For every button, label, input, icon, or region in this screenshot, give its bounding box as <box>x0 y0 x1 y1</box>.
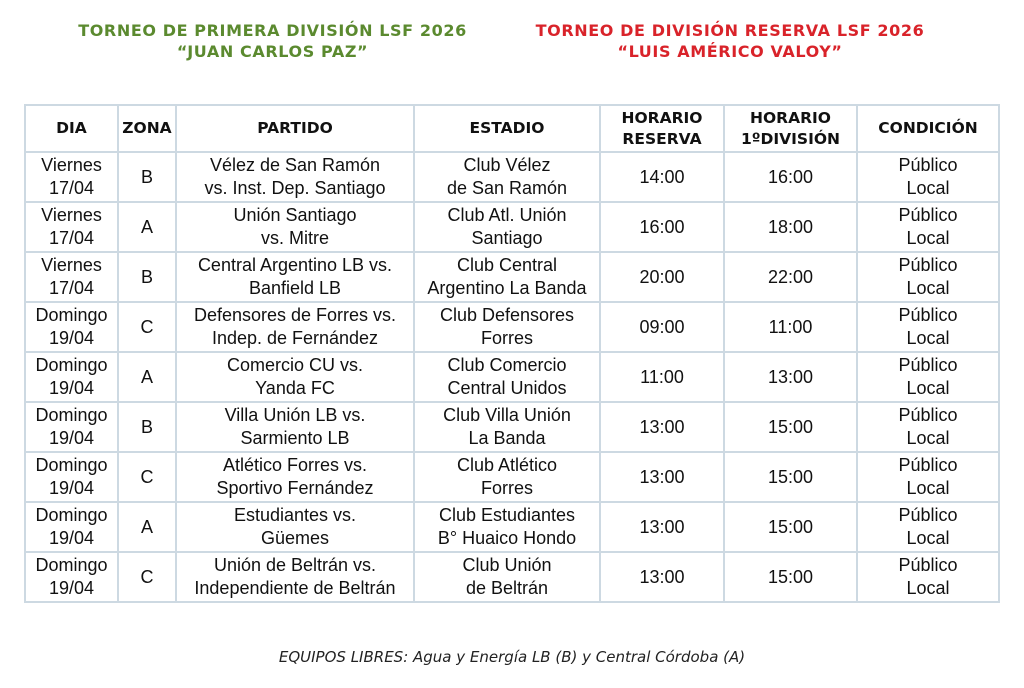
cell-text: Público <box>898 405 958 425</box>
cell-text: Forres <box>480 328 533 348</box>
cell-text: Indep. de Fernández <box>211 328 379 348</box>
column-header-horario-primera <box>724 105 857 152</box>
cell-horario-primera <box>724 452 857 502</box>
cell-text: Unión de Beltrán vs. <box>213 555 377 575</box>
cell-text: Domingo <box>35 355 108 375</box>
cell-horario-primera <box>724 502 857 552</box>
cell-condicion <box>857 202 999 252</box>
table-header-row <box>25 105 999 152</box>
cell-text: Club Central <box>456 255 558 275</box>
cell-horario-primera <box>724 552 857 602</box>
cell-text: Local <box>906 378 950 398</box>
cell-text: Local <box>906 228 950 248</box>
cell-text: Villa Unión LB vs. <box>224 405 366 425</box>
cell-text: 17/04 <box>48 228 95 248</box>
cell-estadio <box>414 202 600 252</box>
cell-text: B <box>140 266 153 287</box>
cell-text: Vélez de San Ramón <box>209 155 381 175</box>
column-header-text: ESTADIO <box>469 119 545 137</box>
cell-dia <box>25 202 118 252</box>
cell-text: Viernes <box>41 205 102 225</box>
table-row <box>25 352 999 402</box>
reserva-header <box>530 20 930 62</box>
cell-text: Sportivo Fernández <box>216 478 374 498</box>
cell-dia <box>25 352 118 402</box>
cell-dia <box>25 502 118 552</box>
cell-partido <box>176 552 414 602</box>
cell-text: Público <box>898 205 958 225</box>
cell-text: Club Atlético <box>456 455 558 475</box>
cell-text: 11:00 <box>768 316 813 337</box>
column-header-text: RESERVA <box>622 129 702 148</box>
column-header-horario-reserva <box>600 105 724 152</box>
cell-text: Público <box>898 355 958 375</box>
cell-text: Local <box>906 428 950 448</box>
table-row <box>25 202 999 252</box>
table-row <box>25 302 999 352</box>
cell-text: Domingo <box>35 555 108 575</box>
cell-condicion <box>857 402 999 452</box>
cell-text: 09:00 <box>639 316 685 337</box>
cell-text: Atlético Forres vs. <box>222 455 368 475</box>
cell-text: Argentino La Banda <box>427 278 587 298</box>
cell-text: 18:00 <box>767 216 814 237</box>
cell-text: 20:00 <box>639 266 685 287</box>
cell-text: 19/04 <box>48 428 95 448</box>
cell-horario-primera <box>724 202 857 252</box>
cell-estadio <box>414 152 600 202</box>
column-header-text: 1ºDIVISIÓN <box>740 129 840 148</box>
cell-estadio <box>414 502 600 552</box>
cell-text: Local <box>906 578 950 598</box>
cell-text: Güemes <box>260 528 330 548</box>
cell-text: 19/04 <box>48 328 95 348</box>
cell-condicion <box>857 502 999 552</box>
cell-text: vs. Inst. Dep. Santiago <box>204 178 386 198</box>
reserva-subtitle: “LUIS AMÉRICO VALOY” <box>617 42 843 61</box>
reserva-title: TORNEO DE DIVISIÓN RESERVA LSF 2026 <box>535 21 925 40</box>
cell-text: 16:00 <box>767 166 814 187</box>
cell-horario-reserva <box>600 452 724 502</box>
table-body <box>25 152 999 602</box>
cell-zona <box>118 552 176 602</box>
cell-text: Banfield LB <box>248 278 342 298</box>
cell-condicion <box>857 352 999 402</box>
cell-text: A <box>140 516 153 537</box>
cell-text: Club Vélez <box>463 155 551 175</box>
cell-dia <box>25 552 118 602</box>
cell-text: 13:00 <box>639 466 685 487</box>
cell-text: A <box>140 366 153 387</box>
cell-text: C <box>140 566 154 587</box>
cell-horario-reserva <box>600 502 724 552</box>
cell-text: Independiente de Beltrán <box>194 578 396 598</box>
column-header-text: CONDICIÓN <box>878 119 978 137</box>
cell-text: 13:00 <box>767 366 814 387</box>
cell-text: de Beltrán <box>465 578 549 598</box>
cell-text: Local <box>906 528 950 548</box>
cell-text: Club Estudiantes <box>438 505 576 525</box>
cell-estadio <box>414 552 600 602</box>
column-header-partido <box>176 105 414 152</box>
cell-text: B <box>140 166 153 187</box>
cell-text: Defensores de Forres vs. <box>193 305 397 325</box>
cell-zona <box>118 452 176 502</box>
cell-text: Domingo <box>35 405 108 425</box>
table-row <box>25 452 999 502</box>
cell-text: Público <box>898 305 958 325</box>
cell-horario-reserva <box>600 152 724 202</box>
cell-text: 17/04 <box>48 178 95 198</box>
cell-text: 19/04 <box>48 478 95 498</box>
cell-text: Público <box>898 255 958 275</box>
cell-text: Forres <box>480 478 533 498</box>
cell-horario-primera <box>724 352 857 402</box>
cell-text: B° Huaico Hondo <box>437 528 577 548</box>
cell-horario-primera <box>724 152 857 202</box>
cell-zona <box>118 252 176 302</box>
cell-text: Comercio CU vs. <box>226 355 364 375</box>
cell-estadio <box>414 452 600 502</box>
column-header-text: PARTIDO <box>257 119 333 137</box>
cell-estadio <box>414 352 600 402</box>
column-header-text: ZONA <box>122 119 172 137</box>
cell-horario-reserva <box>600 302 724 352</box>
cell-dia <box>25 452 118 502</box>
cell-text: 15:00 <box>767 516 814 537</box>
cell-condicion <box>857 302 999 352</box>
cell-zona <box>118 302 176 352</box>
cell-text: Club Comercio <box>447 355 567 375</box>
cell-partido <box>176 202 414 252</box>
cell-estadio <box>414 302 600 352</box>
cell-text: Público <box>898 505 958 525</box>
column-header-zona <box>118 105 176 152</box>
cell-text: 17/04 <box>48 278 95 298</box>
cell-horario-primera <box>724 252 857 302</box>
cell-text: Sarmiento LB <box>240 428 350 448</box>
cell-text: Santiago <box>471 228 543 248</box>
cell-horario-reserva <box>600 552 724 602</box>
table-row <box>25 552 999 602</box>
cell-text: Club Unión <box>462 555 552 575</box>
cell-text: 16:00 <box>639 216 685 237</box>
column-header-condicion <box>857 105 999 152</box>
cell-dia <box>25 302 118 352</box>
cell-text: 13:00 <box>639 516 685 537</box>
cell-horario-reserva <box>600 252 724 302</box>
cell-text: 19/04 <box>48 528 95 548</box>
cell-text: 11:00 <box>640 366 684 387</box>
cell-text: Unión Santiago <box>233 205 357 225</box>
cell-text: Público <box>898 555 958 575</box>
cell-text: Yanda FC <box>255 378 335 398</box>
cell-text: Local <box>906 278 950 298</box>
cell-text: Local <box>906 328 950 348</box>
cell-zona <box>118 152 176 202</box>
cell-horario-reserva <box>600 402 724 452</box>
column-header-text: HORARIO <box>621 108 703 127</box>
cell-horario-reserva <box>600 202 724 252</box>
cell-text: 15:00 <box>767 566 814 587</box>
primera-division-title: TORNEO DE PRIMERA DIVISIÓN LSF 2026 <box>78 21 467 40</box>
cell-text: 15:00 <box>767 416 814 437</box>
cell-partido <box>176 502 414 552</box>
cell-horario-reserva <box>600 352 724 402</box>
cell-dia <box>25 152 118 202</box>
cell-partido <box>176 402 414 452</box>
cell-text: Local <box>906 478 950 498</box>
cell-text: La Banda <box>468 428 546 448</box>
cell-text: 19/04 <box>48 378 95 398</box>
cell-partido <box>176 252 414 302</box>
cell-text: 14:00 <box>639 166 685 187</box>
cell-estadio <box>414 402 600 452</box>
cell-zona <box>118 502 176 552</box>
cell-text: Domingo <box>35 305 108 325</box>
free-teams-note: EQUIPOS LIBRES: Agua y Energía LB (B) y Central Córdoba (A) <box>278 648 746 666</box>
cell-horario-primera <box>724 302 857 352</box>
cell-text: 19/04 <box>48 578 95 598</box>
table-row <box>25 152 999 202</box>
cell-zona <box>118 402 176 452</box>
cell-partido <box>176 302 414 352</box>
fixture-table <box>24 104 1000 603</box>
cell-text: 13:00 <box>639 566 685 587</box>
column-header-dia <box>25 105 118 152</box>
table-row <box>25 252 999 302</box>
cell-text: 13:00 <box>639 416 685 437</box>
column-header-text: HORARIO <box>750 108 831 127</box>
cell-text: Club Atl. Unión <box>447 205 567 225</box>
column-header-estadio <box>414 105 600 152</box>
cell-dia <box>25 252 118 302</box>
cell-estadio <box>414 252 600 302</box>
cell-text: Público <box>898 155 958 175</box>
cell-partido <box>176 152 414 202</box>
cell-text: Central Unidos <box>447 378 567 398</box>
cell-horario-primera <box>724 402 857 452</box>
cell-partido <box>176 452 414 502</box>
primera-division-subtitle: “JUAN CARLOS PAZ” <box>176 42 369 61</box>
cell-text: vs. Mitre <box>260 228 329 248</box>
cell-condicion <box>857 552 999 602</box>
cell-text: Central Argentino LB vs. <box>197 255 393 275</box>
cell-condicion <box>857 252 999 302</box>
cell-text: 22:00 <box>767 266 814 287</box>
cell-text: 15:00 <box>767 466 814 487</box>
cell-zona <box>118 352 176 402</box>
cell-text: Viernes <box>41 155 102 175</box>
column-header-text: DIA <box>56 119 87 137</box>
cell-condicion <box>857 152 999 202</box>
table-row <box>25 502 999 552</box>
cell-text: de San Ramón <box>446 178 568 198</box>
cell-dia <box>25 402 118 452</box>
cell-text: Club Defensores <box>439 305 575 325</box>
cell-zona <box>118 202 176 252</box>
cell-text: Estudiantes vs. <box>233 505 357 525</box>
cell-text: Público <box>898 455 958 475</box>
primera-division-header <box>75 20 470 62</box>
cell-text: Viernes <box>41 255 102 275</box>
cell-condicion <box>857 452 999 502</box>
cell-text: Domingo <box>35 455 108 475</box>
table-row <box>25 402 999 452</box>
cell-text: Local <box>906 178 950 198</box>
cell-text: Domingo <box>35 505 108 525</box>
cell-text: C <box>140 316 154 337</box>
cell-text: A <box>140 216 153 237</box>
cell-text: B <box>140 416 153 437</box>
cell-partido <box>176 352 414 402</box>
cell-text: C <box>140 466 154 487</box>
cell-text: Club Villa Unión <box>443 405 571 425</box>
